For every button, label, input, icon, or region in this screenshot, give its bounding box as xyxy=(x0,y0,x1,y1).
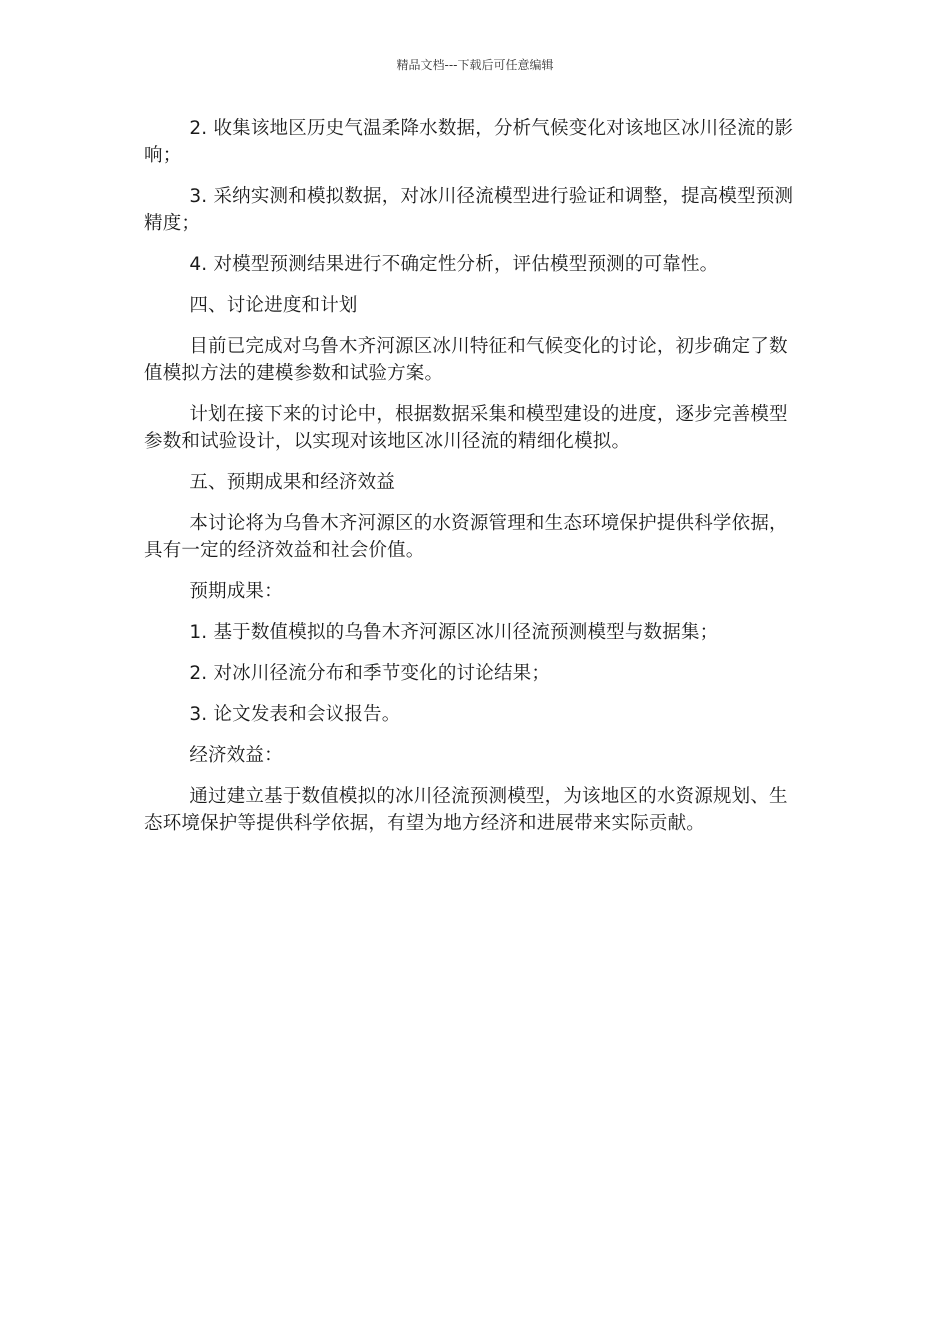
result-item-1: 1. 基于数值模拟的乌鲁木齐河源区冰川径流预测模型与数据集； xyxy=(189,622,719,643)
paragraph-list-item-4: 4. 对模型预测结果进行不确定性分析，评估模型预测的可靠性。 xyxy=(189,254,719,275)
section-heading-expected-results: 五、预期成果和经济效益 xyxy=(189,472,396,493)
subheading-expected-results: 预期成果： xyxy=(189,581,283,602)
page-header: 精品文档---下载后可任意编辑 xyxy=(396,58,554,72)
paragraph-list-item-2: 2. 收集该地区历史气温柔降水数据，分析气候变化对该地区冰川径流的影响； xyxy=(144,118,794,166)
paragraph-value: 本讨论将为乌鲁木齐河源区的水资源管理和生态环境保护提供科学依据，具有一定的经济效益和社会价值。 xyxy=(144,513,788,561)
section-heading-progress-plan: 四、讨论进度和计划 xyxy=(189,295,358,316)
subheading-economic-benefits: 经济效益： xyxy=(189,745,283,766)
paragraph-plan: 计划在接下来的讨论中，根据数据采集和模型建设的进度，逐步完善模型参数和试验设计，以实现对该地区冰川径流的精细化模拟。 xyxy=(144,404,788,452)
paragraph-list-item-3: 3. 采纳实测和模拟数据，对冰川径流模型进行验证和调整，提高模型预测精度； xyxy=(144,186,794,234)
paragraph-progress: 目前已完成对乌鲁木齐河源区冰川特征和气候变化的讨论，初步确定了数值模拟方法的建模参数和试验方案。 xyxy=(144,336,788,384)
document-body xyxy=(144,115,800,851)
result-item-2: 2. 对冰川径流分布和季节变化的讨论结果； xyxy=(189,663,551,684)
result-item-3: 3. 论文发表和会议报告。 xyxy=(189,704,401,725)
paragraph-economic-benefits: 通过建立基于数值模拟的冰川径流预测模型，为该地区的水资源规划、生态环境保护等提供科学依据，有望为地方经济和进展带来实际贡献。 xyxy=(144,786,788,834)
